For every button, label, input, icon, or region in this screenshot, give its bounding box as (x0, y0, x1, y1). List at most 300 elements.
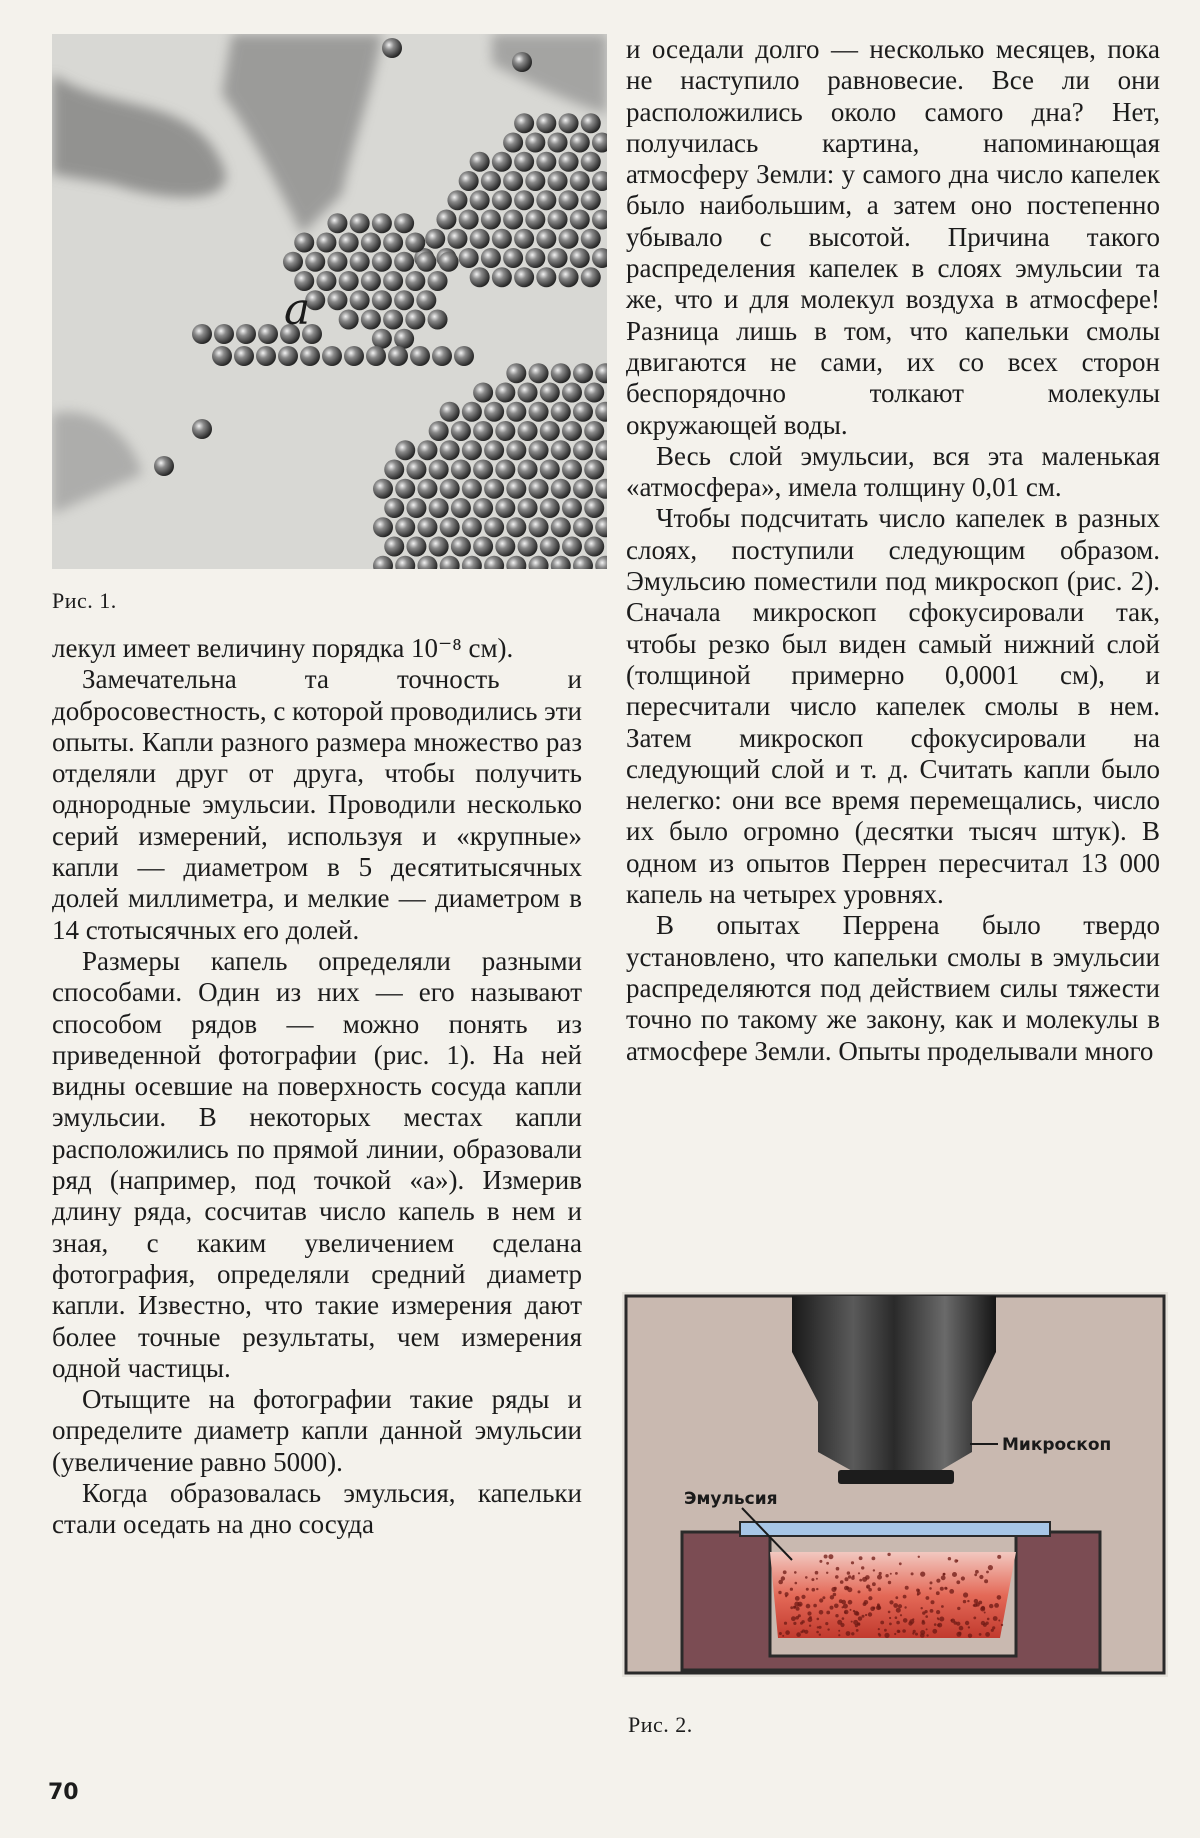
droplet (417, 479, 437, 499)
droplet (316, 233, 336, 253)
droplet (395, 479, 415, 499)
droplet (584, 383, 604, 403)
emulsion-particle (979, 1633, 982, 1636)
droplet (529, 363, 549, 383)
microscope-label: Микроскоп (1002, 1435, 1112, 1455)
emulsion-particle (896, 1608, 901, 1613)
droplet (540, 537, 560, 557)
emulsion-particle (936, 1579, 940, 1583)
droplet (339, 233, 359, 253)
droplet (536, 267, 556, 287)
droplet (258, 324, 278, 344)
emulsion-particle (791, 1616, 796, 1621)
droplet (584, 498, 604, 518)
emulsion-particle (865, 1614, 867, 1616)
emulsion-particle (888, 1581, 891, 1584)
emulsion-particle (917, 1591, 921, 1595)
droplet (581, 190, 601, 210)
droplet (581, 113, 601, 133)
droplet (256, 346, 276, 366)
droplet (473, 460, 493, 480)
droplet (372, 329, 392, 349)
droplet (495, 383, 515, 403)
emulsion-particle (840, 1580, 844, 1584)
emulsion-particle (902, 1629, 906, 1633)
droplet (405, 271, 425, 291)
droplet (406, 498, 426, 518)
emulsion-particle (930, 1581, 933, 1584)
droplet (540, 498, 560, 518)
emulsion-particle (997, 1555, 1001, 1559)
emulsion-particle (889, 1623, 892, 1626)
emulsion-particle (986, 1571, 989, 1574)
emulsion-particle (819, 1560, 822, 1563)
droplet (300, 346, 320, 366)
droplet (470, 190, 490, 210)
emulsion-particle (965, 1621, 969, 1625)
emulsion-particle (834, 1604, 839, 1609)
droplet (484, 479, 504, 499)
emulsion-particle (887, 1553, 890, 1556)
emulsion-particle (956, 1580, 960, 1584)
emulsion-particle (929, 1587, 932, 1590)
droplet (388, 346, 408, 366)
emulsion-particle (885, 1574, 888, 1577)
emulsion-particle (968, 1626, 970, 1628)
droplet (584, 421, 604, 441)
emulsion-particle (830, 1606, 834, 1610)
emulsion-particle (872, 1557, 876, 1561)
droplet (473, 498, 493, 518)
droplet (192, 419, 212, 439)
emulsion-particle (895, 1596, 898, 1599)
droplet (573, 402, 593, 422)
emulsion-particle (851, 1632, 854, 1635)
droplet (154, 456, 174, 476)
emulsion-particle (811, 1578, 814, 1581)
figure-2-microscope (622, 1292, 1168, 1677)
emulsion-particle (943, 1573, 946, 1576)
emulsion-particle (903, 1618, 908, 1623)
emulsion-particle (973, 1604, 975, 1606)
emulsion-particle (992, 1626, 995, 1629)
droplet (570, 248, 590, 268)
droplet (484, 402, 504, 422)
droplet (559, 152, 579, 172)
emulsion-particle (981, 1621, 985, 1625)
emulsion-particle (908, 1621, 912, 1625)
point-a-label: a (284, 284, 311, 335)
droplet (436, 210, 456, 230)
emulsion-particle (796, 1607, 800, 1611)
droplet (492, 152, 512, 172)
droplet (506, 440, 526, 460)
emulsion-particle (845, 1577, 849, 1581)
emulsion-particle (920, 1630, 925, 1635)
emulsion-particle (839, 1599, 843, 1603)
emulsion-particle (870, 1606, 875, 1611)
emulsion-particle (798, 1614, 801, 1617)
droplet (551, 402, 571, 422)
emulsion-particle (1001, 1624, 1003, 1626)
left-paragraph-1: лекул имеет величину порядка 10⁻⁸ см). (52, 633, 514, 663)
emulsion-particle (815, 1571, 819, 1575)
emulsion-particle (930, 1609, 934, 1613)
figure-1-caption: Рис. 1. (52, 588, 117, 613)
droplet (447, 229, 467, 249)
emulsion-particle (937, 1617, 939, 1619)
droplet (462, 402, 482, 422)
droplet (551, 517, 571, 537)
emulsion-particle (941, 1605, 944, 1608)
emulsion-particle (985, 1622, 988, 1625)
droplet (559, 267, 579, 287)
droplet (417, 440, 437, 460)
emulsion-particle (859, 1579, 862, 1582)
droplet (503, 248, 523, 268)
emulsion-particle (826, 1562, 829, 1565)
emulsion-particle (847, 1587, 852, 1592)
droplet (394, 252, 414, 272)
emulsion-particle (903, 1595, 907, 1599)
emulsion-particle (956, 1560, 958, 1562)
emulsion-particle (911, 1572, 914, 1575)
emulsion-particle (782, 1635, 784, 1637)
droplet (492, 229, 512, 249)
droplet (405, 233, 425, 253)
droplet (540, 460, 560, 480)
droplet (473, 537, 493, 557)
emulsion-particle (980, 1607, 985, 1612)
emulsion-particle (915, 1633, 918, 1636)
emulsion-particle (878, 1628, 880, 1630)
emulsion-particle (781, 1576, 785, 1580)
droplet (562, 460, 582, 480)
emulsion-particle (963, 1592, 968, 1597)
droplet (440, 402, 460, 422)
emulsion-particle (878, 1587, 882, 1591)
droplet (529, 479, 549, 499)
emulsion-particle (993, 1616, 998, 1621)
emulsion-particle (827, 1628, 829, 1630)
emulsion-particle (868, 1588, 872, 1592)
emulsion-particle (944, 1587, 947, 1590)
emulsion-particle (985, 1632, 990, 1637)
emulsion-particle (934, 1623, 937, 1626)
emulsion-particle (824, 1555, 828, 1559)
droplet (440, 440, 460, 460)
objective-lens (838, 1470, 954, 1484)
droplet (350, 213, 370, 233)
droplet (384, 498, 404, 518)
droplet (384, 537, 404, 557)
droplet (406, 537, 426, 557)
droplet (416, 252, 436, 272)
droplet (573, 440, 593, 460)
emulsion-particle (998, 1620, 1000, 1622)
emulsion-particle (806, 1604, 811, 1609)
droplet (305, 252, 325, 272)
droplet (484, 440, 504, 460)
droplet (361, 271, 381, 291)
right-paragraph-4: В опытах Перрена было твердо установлено, что капельки смолы в эмульсии распределяются под действием силы тяжести точно по такому же закону, как и молекулы в атмосфере Земли. Опыты проделывали много (626, 910, 1160, 1066)
emulsion-particle (868, 1596, 872, 1600)
page-number: 70 (48, 1780, 79, 1805)
droplet (529, 402, 549, 422)
droplet (518, 537, 538, 557)
emulsion-particle (884, 1629, 887, 1632)
emulsion-particle (896, 1621, 900, 1625)
left-paragraph-5: Когда образовалась эмульсия, капельки стали оседать на дно сосуда (52, 1478, 582, 1540)
emulsion-particle (936, 1610, 940, 1614)
droplet (548, 210, 568, 230)
emulsion-particle (920, 1572, 925, 1577)
emulsion-particle (813, 1604, 817, 1608)
emulsion-particle (825, 1622, 828, 1625)
droplet (518, 498, 538, 518)
emulsion-particle (922, 1620, 925, 1623)
droplet (236, 324, 256, 344)
left-text-column (52, 633, 582, 1541)
emulsion-particle (912, 1632, 914, 1634)
droplet (322, 346, 342, 366)
droplet (514, 267, 534, 287)
droplet (278, 346, 298, 366)
emulsion-particle (978, 1601, 982, 1605)
emulsion-particle (877, 1575, 882, 1580)
emulsion-particle (922, 1611, 925, 1614)
droplet (536, 229, 556, 249)
emulsion-particle (889, 1617, 891, 1619)
emulsion-particle (835, 1614, 838, 1617)
emulsion-particle (925, 1615, 928, 1618)
droplet (492, 267, 512, 287)
emulsion-particle (785, 1630, 790, 1635)
emulsion-particle (794, 1606, 796, 1608)
cover-glass (740, 1522, 1050, 1536)
droplet (372, 252, 392, 272)
droplet (570, 210, 590, 230)
droplet (584, 460, 604, 480)
droplet (495, 537, 515, 557)
emulsion-particle (878, 1633, 881, 1636)
emulsion-particle (873, 1569, 875, 1571)
droplet (562, 383, 582, 403)
droplet (440, 517, 460, 537)
emulsion-particle (921, 1607, 923, 1609)
emulsion-particle (940, 1587, 944, 1591)
droplet (503, 171, 523, 191)
emulsion-particle (987, 1618, 990, 1621)
droplet (484, 517, 504, 537)
emulsion-particle (834, 1587, 837, 1590)
droplet (383, 233, 403, 253)
emulsion-particle (790, 1606, 793, 1609)
droplet (518, 383, 538, 403)
droplet (462, 479, 482, 499)
emulsion-particle (844, 1611, 846, 1613)
emulsion-particle (937, 1623, 942, 1628)
droplet (562, 537, 582, 557)
emulsion-particle (835, 1575, 839, 1579)
droplet (192, 324, 212, 344)
droplet (405, 310, 425, 330)
droplet (506, 479, 526, 499)
droplet (383, 271, 403, 291)
droplet (570, 171, 590, 191)
droplet (327, 290, 347, 310)
emulsion-particle (956, 1632, 961, 1637)
droplet (581, 267, 601, 287)
emulsion-particle (848, 1600, 853, 1605)
droplet (294, 233, 314, 253)
droplet (339, 271, 359, 291)
figure-1-photo (52, 34, 607, 569)
droplet (417, 517, 437, 537)
emulsion-particle (819, 1634, 821, 1636)
emulsion-particle (850, 1609, 852, 1611)
emulsion-particle (796, 1632, 801, 1637)
emulsion-particle (842, 1617, 845, 1620)
emulsion-particle (968, 1634, 972, 1638)
droplet (584, 537, 604, 557)
emulsion-particle (932, 1629, 937, 1634)
droplet (462, 517, 482, 537)
droplet (395, 440, 415, 460)
emulsion-particle (783, 1570, 787, 1574)
emulsion-particle (795, 1582, 798, 1585)
droplet (429, 537, 449, 557)
emulsion-particle (784, 1622, 787, 1625)
emulsion-particle (889, 1600, 893, 1604)
emulsion-particle (926, 1628, 928, 1630)
figure-2-caption: Рис. 2. (628, 1712, 693, 1737)
emulsion-particle (952, 1572, 957, 1577)
droplet (373, 517, 393, 537)
droplet (562, 498, 582, 518)
emulsion-particle (817, 1618, 820, 1621)
right-paragraph-3: Чтобы подсчитать число капелек в разных слоях, поступили следующим образом. Эмульсию поместили под микроскоп (рис. 2). Сначала микроскоп сфокусировали так, чтобы резко был виден самый нижний слой (толщиной примерно 0,0001 см), и пересчитали число капелек смолы в нем. Затем микроскоп сфокусировали на следующий слой и т. д. Считать капли было нелегко: они все время перемещались, число их было огромно (десятки тысяч штук). В одном из опытов Перрен пересчитал 13 000 капель на четырех уровнях. (626, 503, 1160, 910)
droplet (470, 267, 490, 287)
droplet (459, 248, 479, 268)
right-paragraph-2: Весь слой эмульсии, вся эта маленькая «атмосфера», имела толщину 0,01 см. (626, 440, 1160, 503)
droplet (344, 346, 364, 366)
droplet (562, 421, 582, 441)
emulsion-particle (877, 1605, 880, 1608)
emulsion-particle (918, 1556, 920, 1558)
emulsion-particle (951, 1619, 955, 1623)
emulsion-particle (847, 1571, 850, 1574)
droplet (548, 171, 568, 191)
droplet (373, 479, 393, 499)
emulsion-particle (979, 1575, 983, 1579)
droplet (503, 133, 523, 153)
emulsion-particle (858, 1616, 862, 1620)
emulsion-particle (974, 1599, 978, 1603)
droplet (473, 383, 493, 403)
droplet (551, 479, 571, 499)
droplet (495, 460, 515, 480)
emulsion-particle (809, 1625, 811, 1627)
droplet (339, 310, 359, 330)
emulsion-particle (804, 1630, 808, 1634)
droplet (559, 190, 579, 210)
emulsion-particle (868, 1612, 872, 1616)
emulsion-particle (856, 1629, 859, 1632)
emulsion-particle (926, 1596, 930, 1600)
droplet (361, 233, 381, 253)
droplet (451, 537, 471, 557)
droplet (395, 517, 415, 537)
droplet (536, 152, 556, 172)
emulsion-particle (880, 1621, 884, 1625)
emulsion-particle (918, 1589, 920, 1591)
droplet (514, 190, 534, 210)
droplet (451, 421, 471, 441)
emulsion-particle (785, 1595, 787, 1597)
droplet (525, 210, 545, 230)
emulsion-particle (812, 1588, 816, 1592)
droplet (473, 421, 493, 441)
left-paragraph-2: Замечательна та точность и добросовестность, с которой проводились эти опыты. Капли разного размера множество раз отделяли друг от друга, чтобы получить однородные эмульсии. Проводили несколько серий измерений, используя и «крупные» капли — диаметром в 5 десятитысячных долей миллиметра, и мелкие — диаметром в 14 стотысячных его долей. (52, 664, 582, 945)
emulsion-particle (858, 1590, 861, 1593)
emulsion-particle (994, 1603, 999, 1608)
emulsion-particle (790, 1588, 793, 1591)
droplet (536, 190, 556, 210)
droplet (316, 271, 336, 291)
emulsion-particle (801, 1595, 805, 1599)
emulsion-particle (912, 1618, 914, 1620)
microscope-objective (792, 1296, 996, 1472)
droplet (514, 113, 534, 133)
emulsion-particle (857, 1622, 860, 1625)
droplet (394, 290, 414, 310)
droplet (573, 479, 593, 499)
emulsion-particle (818, 1626, 821, 1629)
emulsion-particle (948, 1557, 951, 1560)
emulsion-particle (800, 1622, 803, 1625)
droplet (573, 363, 593, 383)
droplet (410, 346, 430, 366)
droplet (514, 229, 534, 249)
droplet (459, 210, 479, 230)
droplet (514, 152, 534, 172)
emulsion-particle (984, 1579, 988, 1583)
droplet (429, 421, 449, 441)
droplet (506, 402, 526, 422)
emulsion-particle (838, 1630, 840, 1632)
droplet-photo (52, 34, 607, 569)
emulsion-particle (842, 1606, 844, 1608)
emulsion-particle (890, 1573, 892, 1575)
droplet (454, 346, 474, 366)
emulsion-particle (816, 1578, 818, 1580)
droplet (548, 248, 568, 268)
emulsion-particle (974, 1573, 977, 1576)
droplet (512, 52, 532, 72)
droplet (559, 113, 579, 133)
droplet (525, 133, 545, 153)
emulsion-particle (794, 1571, 797, 1574)
emulsion-particle (843, 1604, 848, 1609)
emulsion-particle (833, 1593, 837, 1597)
emulsion-particle (862, 1615, 865, 1618)
emulsion-particle (848, 1575, 851, 1578)
droplet (506, 363, 526, 383)
emulsion-particle (864, 1600, 869, 1605)
droplet (234, 346, 254, 366)
droplet (518, 421, 538, 441)
